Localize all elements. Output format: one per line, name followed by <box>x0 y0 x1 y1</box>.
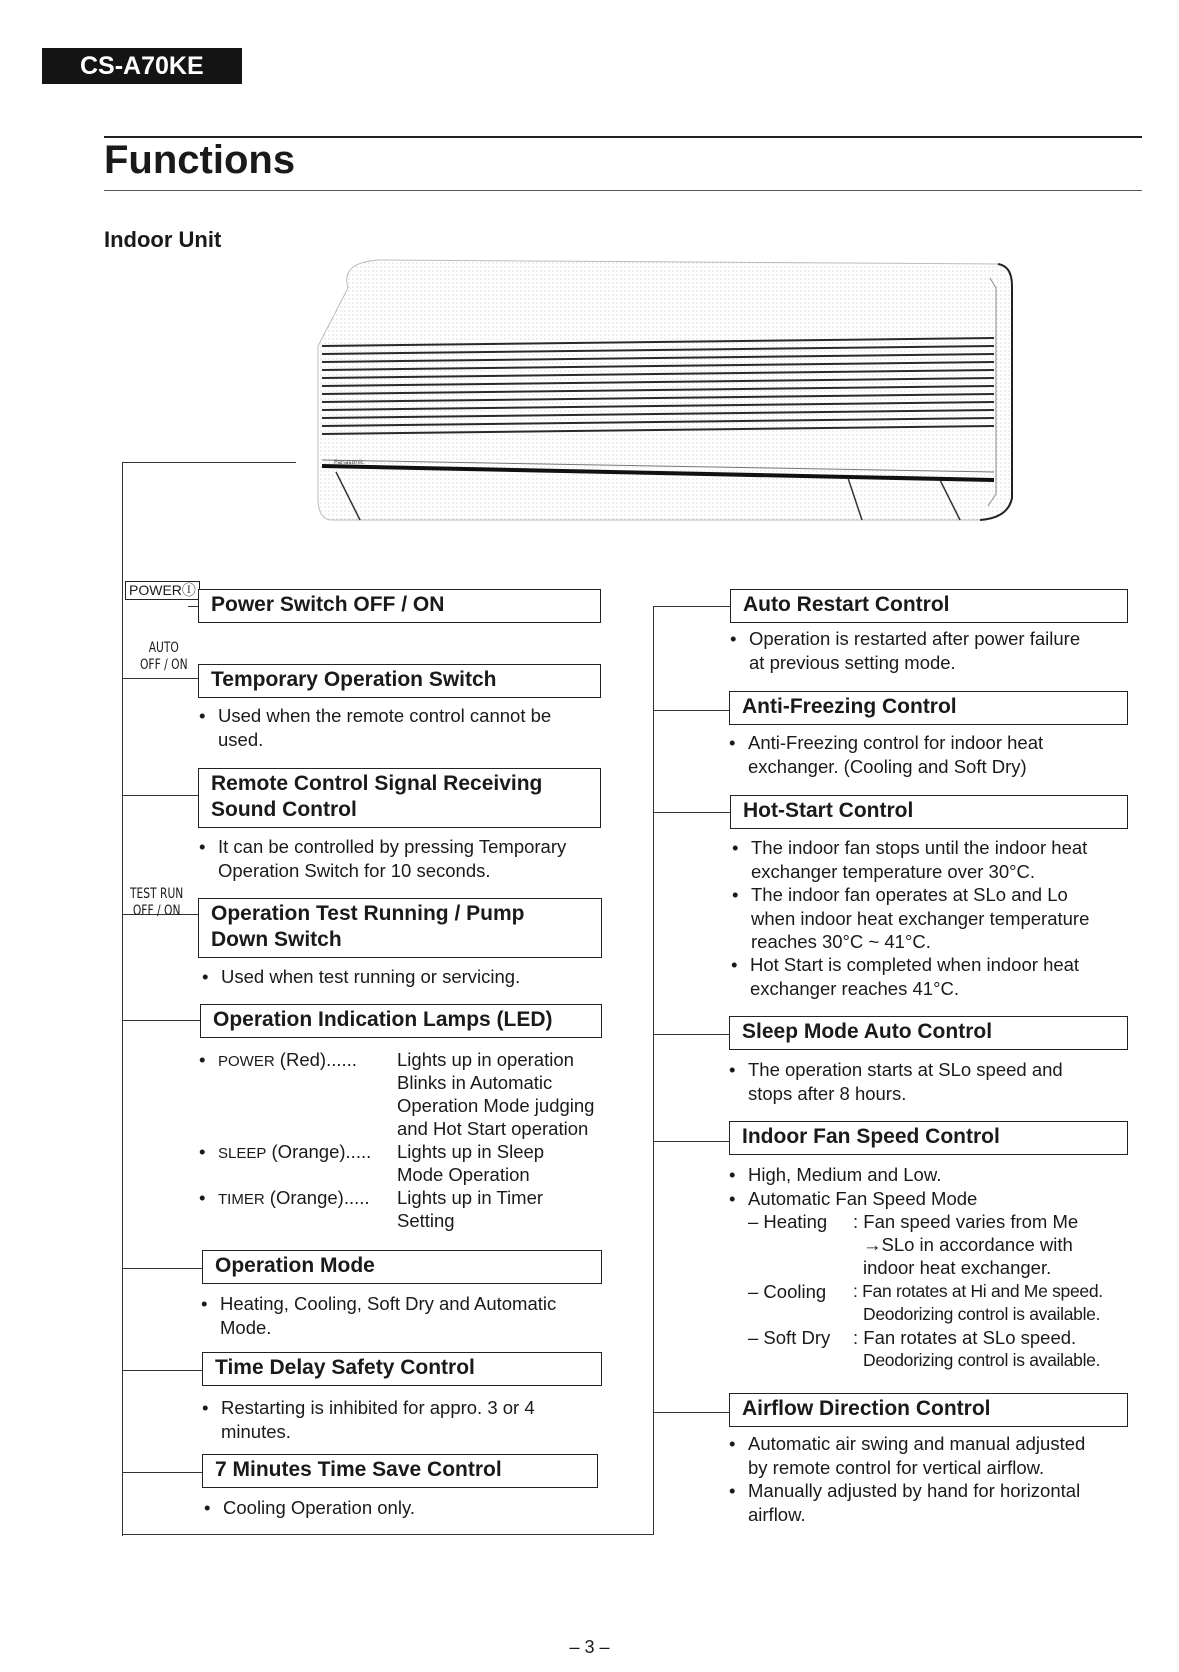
sleep-mode-heading: Sleep Mode Auto Control <box>729 1016 1128 1050</box>
time-save-bullet: • Cooling Operation only. <box>204 1497 415 1518</box>
fan-softdry-label: – Soft Dry <box>748 1327 831 1348</box>
temp-switch-heading: Temporary Operation Switch <box>198 664 601 698</box>
led-heading: Operation Indication Lamps (LED) <box>200 1004 602 1038</box>
led-power-bullet: • POWER (Red)...... <box>199 1049 357 1070</box>
hot-start-bullet-2: • The indoor fan operates at SLo and Lo when indoor heat exchanger temperature reaches 30°C ~ 41°C. <box>732 884 1090 952</box>
left-connector-spine <box>122 462 123 1536</box>
anti-freezing-bullet: • Anti-Freezing control for indoor heat exchanger. (Cooling and Soft Dry) <box>729 732 1044 777</box>
fan-speed-bullet-1: • High, Medium and Low. <box>729 1164 942 1185</box>
airflow-heading: Airflow Direction Control <box>729 1393 1128 1427</box>
time-save-heading: 7 Minutes Time Save Control <box>202 1454 598 1488</box>
fan-cooling-desc: : Fan rotates at Hi and Me speed. Deodorizing control is available. <box>853 1281 1103 1324</box>
fan-softdry-desc: : Fan rotates at SLo speed. Deodorizing control is available. <box>853 1327 1101 1370</box>
airflow-bullet-1: • Automatic air swing and manual adjusted by remote control for vertical airflow. <box>729 1433 1086 1478</box>
hot-start-heading: Hot-Start Control <box>730 795 1128 829</box>
airflow-bullet-2: • Manually adjusted by hand for horizontal airflow. <box>729 1480 1081 1525</box>
operation-mode-bullet: • Heating, Cooling, Soft Dry and Automatic Mode. <box>201 1293 557 1338</box>
auto-switch-label: AUTO OFF / ON <box>140 640 188 673</box>
sleep-mode-bullet: • The operation starts at SLo speed and stops after 8 hours. <box>729 1059 1063 1104</box>
fan-heating-desc: : Fan speed varies from Me →SLo in accordance with indoor heat exchanger. <box>853 1211 1079 1278</box>
led-timer-desc: Lights up in Timer Setting <box>397 1187 544 1231</box>
auto-restart-heading: Auto Restart Control <box>730 589 1128 623</box>
test-running-heading: Operation Test Running / Pump Down Switch <box>198 898 602 958</box>
section-title: Indoor Unit <box>104 227 222 252</box>
power-switch-heading: Power Switch OFF / ON <box>198 589 601 623</box>
model-tag: CS-A70KE <box>42 48 242 84</box>
test-run-switch-label: TEST RUN OFF / ON <box>130 886 184 919</box>
auto-restart-bullet: • Operation is restarted after power failure at previous setting mode. <box>730 628 1081 673</box>
led-sleep-desc: Lights up in Sleep Mode Operation <box>397 1141 545 1185</box>
unit-brand-text: Panasonic <box>334 459 365 466</box>
led-timer-bullet: • TIMER (Orange)..... <box>199 1187 370 1208</box>
page-title: Functions <box>104 138 296 182</box>
remote-signal-bullet: • It can be controlled by pressing Temporary Operation Switch for 10 seconds. <box>199 836 567 881</box>
power-switch-label: POWERⒾ <box>125 581 200 600</box>
test-running-bullet: • Used when test running or servicing. <box>202 966 521 987</box>
indoor-unit-illustration <box>300 258 1020 533</box>
led-power-desc: Lights up in operation Blinks in Automatic Operation Mode judging and Hot Start operation <box>397 1049 595 1139</box>
hot-start-bullet-3: • Hot Start is completed when indoor heat exchanger reaches 41°C. <box>731 954 1080 999</box>
remote-signal-heading: Remote Control Signal Receiving Sound Control <box>198 768 601 828</box>
unit-connector <box>122 462 296 463</box>
fan-speed-heading: Indoor Fan Speed Control <box>729 1121 1128 1155</box>
fan-cooling-label: – Cooling <box>748 1281 827 1302</box>
anti-freezing-heading: Anti-Freezing Control <box>729 691 1128 725</box>
operation-mode-heading: Operation Mode <box>202 1250 602 1284</box>
time-delay-bullet: • Restarting is inhibited for appro. 3 or 4 minutes. <box>202 1397 535 1442</box>
temp-switch-bullet: • Used when the remote control cannot be used. <box>199 705 552 750</box>
left-connector-bottom <box>122 1534 654 1535</box>
time-delay-heading: Time Delay Safety Control <box>202 1352 602 1386</box>
page-number: – 3 – <box>569 1637 610 1657</box>
fan-speed-bullet-2: • Automatic Fan Speed Mode <box>729 1188 978 1209</box>
led-sleep-bullet: • SLEEP (Orange)..... <box>199 1141 372 1162</box>
hot-start-bullet-1: • The indoor fan stops until the indoor heat exchanger temperature over 30°C. <box>732 837 1088 882</box>
fan-heating-label: – Heating <box>748 1211 828 1232</box>
title-rule-bottom <box>104 190 1142 191</box>
right-connector-spine <box>653 606 654 1535</box>
